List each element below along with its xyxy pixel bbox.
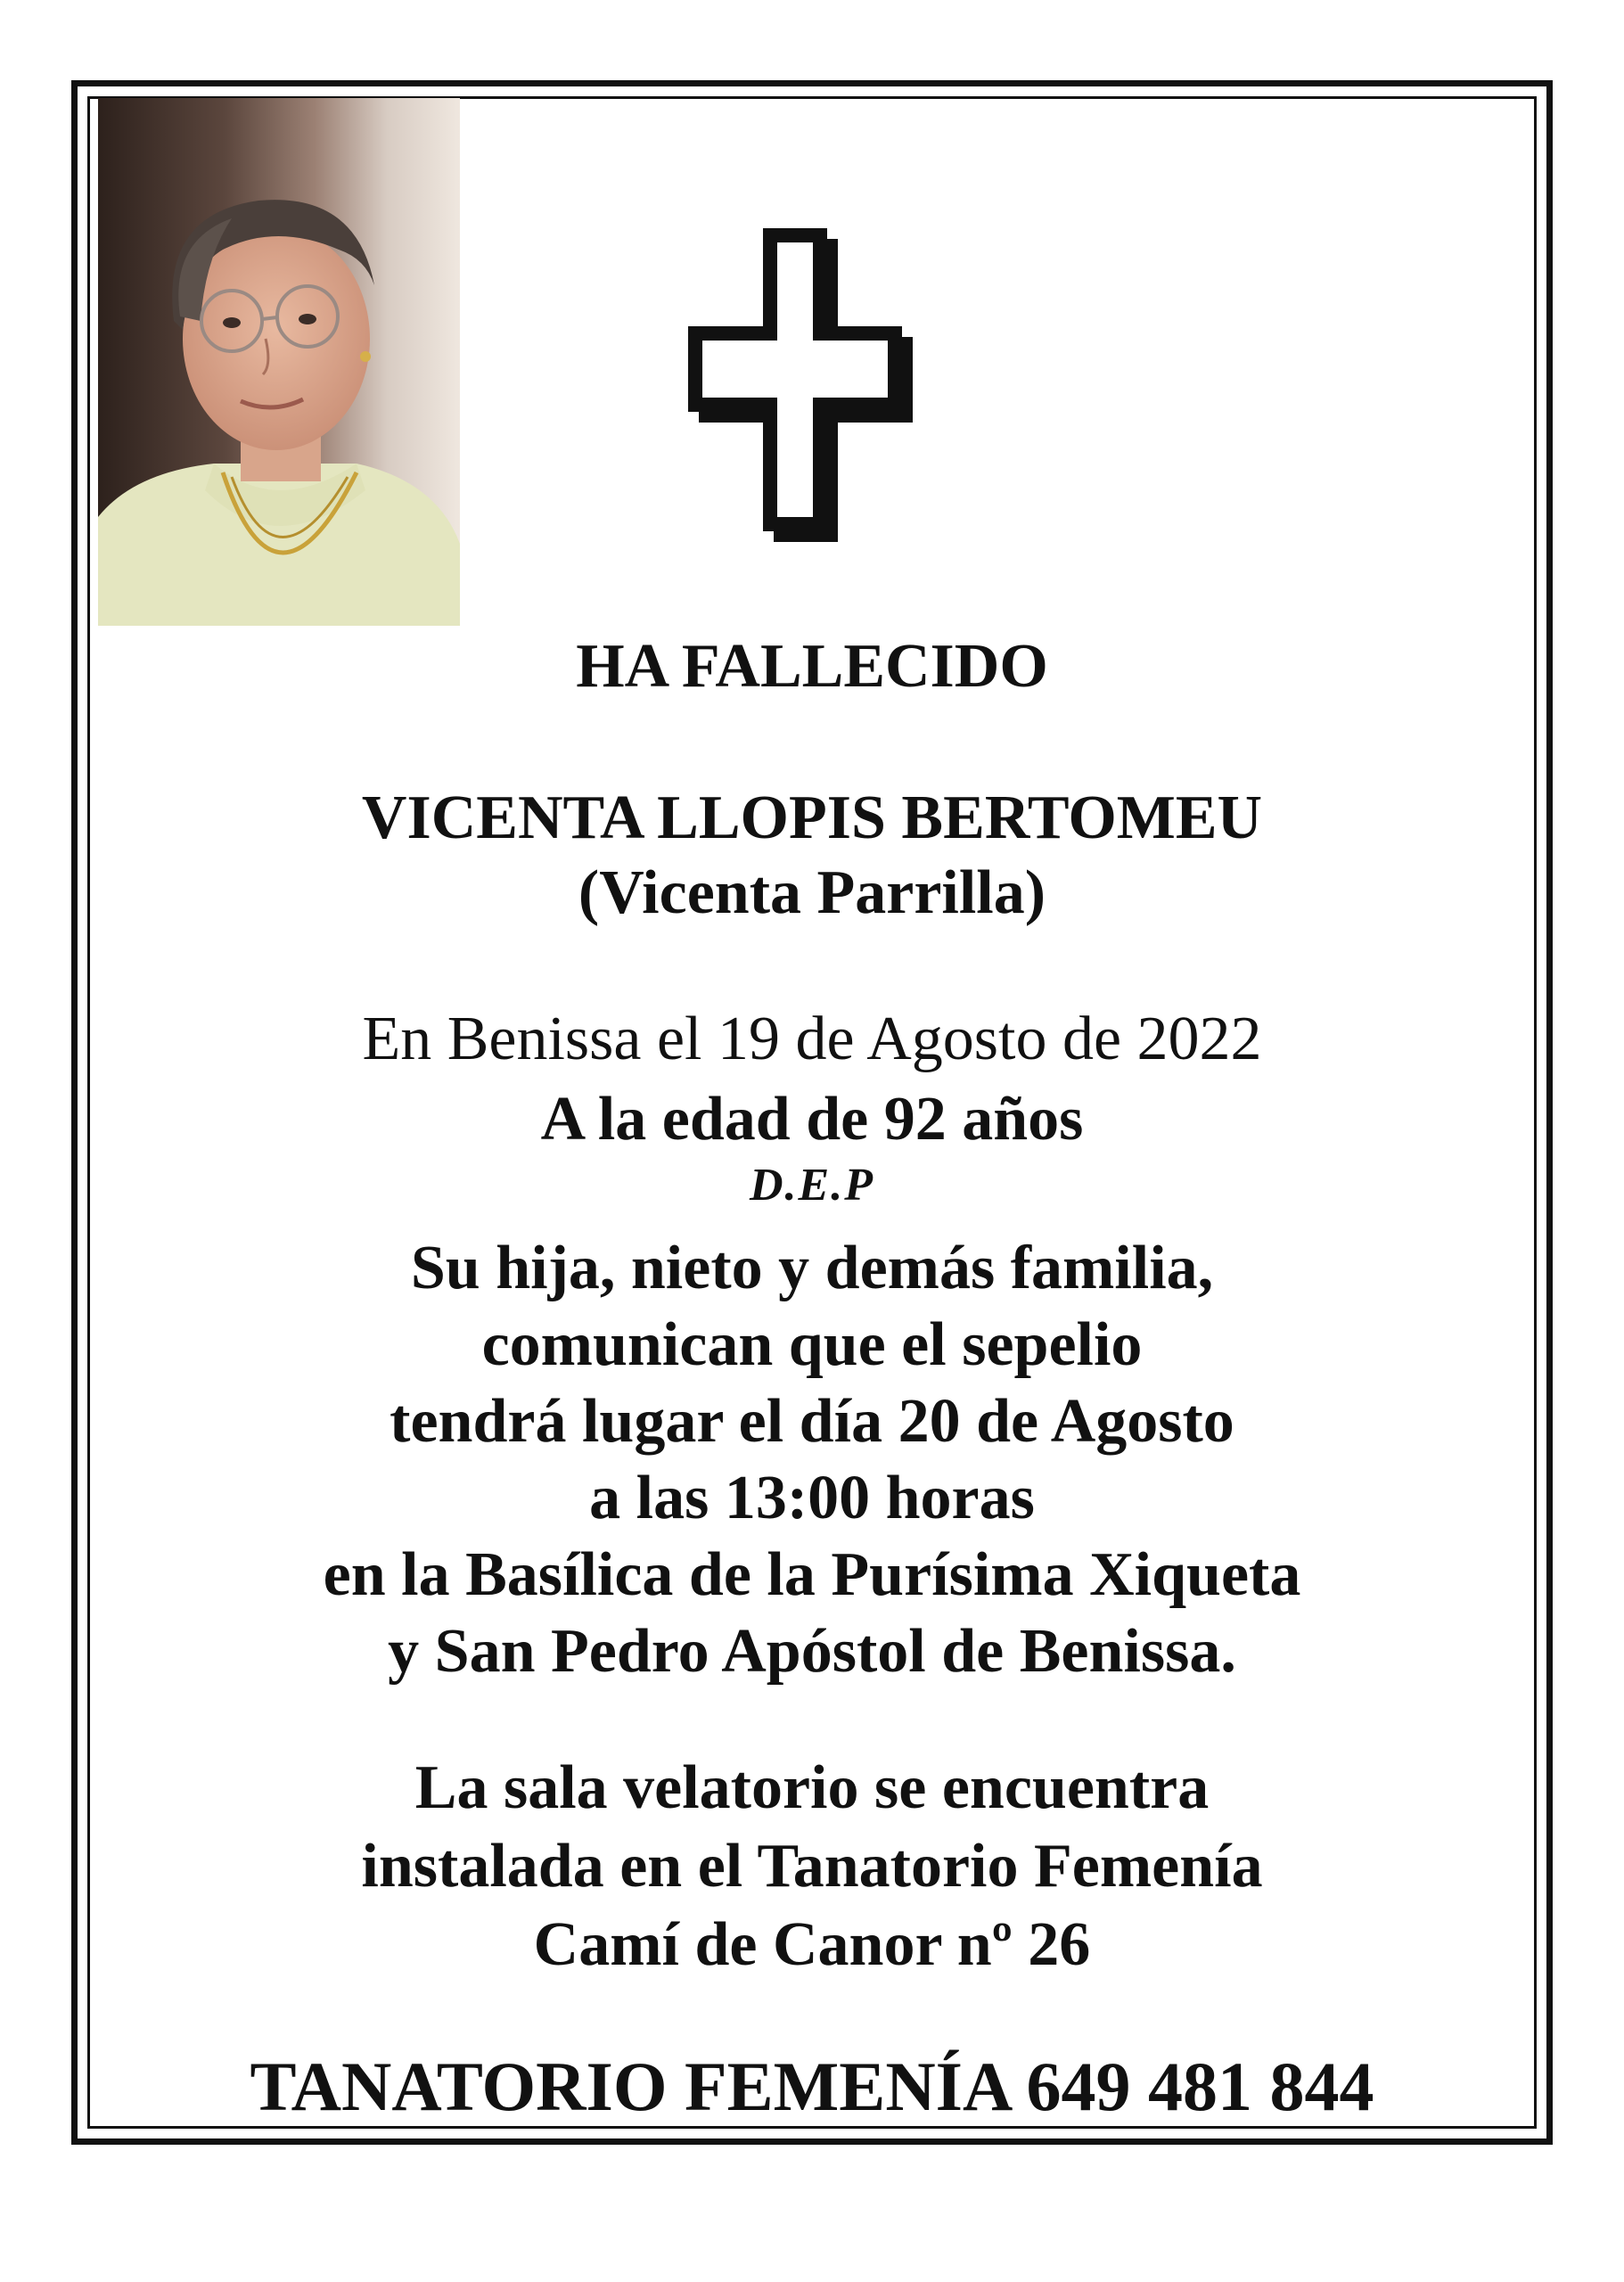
vigil-block [87,1749,1537,1984]
funeral-home-contact: TANATORIO FEMENÍA 649 481 844 [250,2048,1374,2125]
announcement-line: y San Pedro Apóstol de Benissa. [388,1617,1236,1686]
rip-initials: D.E.P [750,1160,874,1211]
announcement-line: a las 13:00 horas [589,1464,1035,1532]
portrait-photo [98,98,460,626]
place-date: En Benissa el 19 de Agosto de 2022 [362,1005,1262,1073]
announcement-line: comunican que el sepelio [481,1310,1143,1379]
heading-deceased: HA FALLECIDO [576,632,1048,701]
deceased-name-block [87,781,1537,931]
deceased-nickname: (Vicenta Parrilla) [578,858,1046,927]
vigil-line: Camí de Canor nº 26 [533,1910,1091,1979]
deceased-name: VICENTA LLOPIS BERTOMEU [361,784,1263,852]
announcement-line: Su hija, nieto y demás familia, [410,1234,1214,1302]
vigil-line: instalada en el Tanatorio Femenía [361,1832,1263,1900]
vigil-line: La sala velatorio se encuentra [414,1753,1210,1822]
age-line: A la edad de 92 años [540,1085,1084,1153]
announcement-block [87,1230,1537,1690]
latin-cross-icon [685,228,916,549]
announcement-line: en la Basílica de la Purísima Xiqueta [323,1540,1301,1609]
announcement-line: tendrá lugar el día 20 de Agosto [390,1387,1234,1456]
